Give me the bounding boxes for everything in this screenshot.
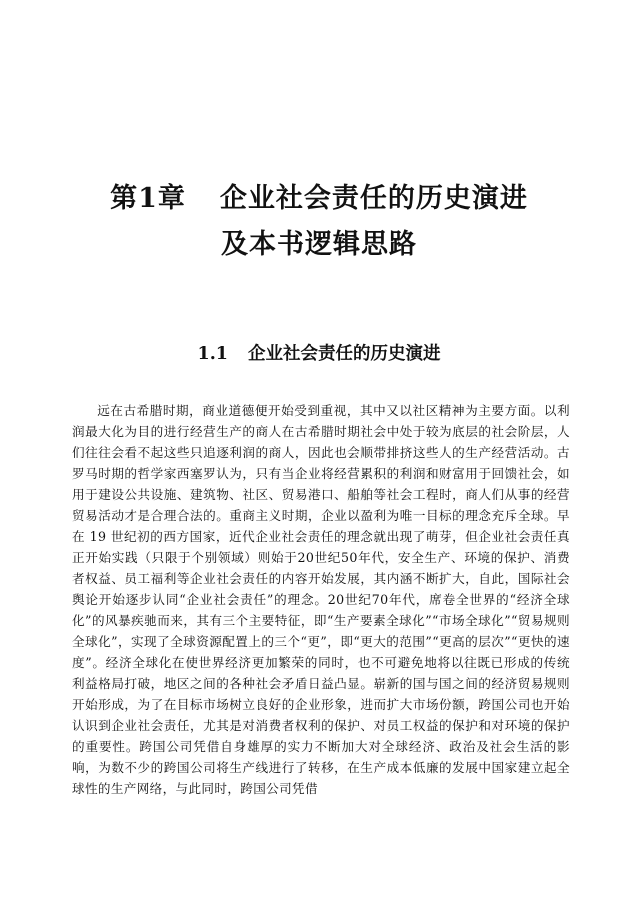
- section-number: 1.1: [197, 344, 228, 364]
- body-paragraph: 远在古希腊时期，商业道德便开始受到重视，其中又以社区精神为主要方面。以利润最大化为目的进行经营生产的商人在古希腊时期社会中处于较为底层的社会阶层，人们往往会看不起这些只追逐利润的商人，因此也会顺带排挤这些人的生产经营活动。古罗马时期的哲学家西塞罗认为，只有当企业将经营累积的利润和财富用于回馈社会，如用于建设公共设施、建筑物、社区、贸易港口、船舶等社会工程时，商人们从事的经营贸易活动才是合理合法的。重商主义时期，企业以盈利为唯一目标的理念充斥全球。早在 19 世纪初的西方国家，近代企业社会责任的理念就出现了萌芽，但企业社会责任真正开始实践（只限于个别领域）则始于20世纪50年代，安全生产、环境的保护、消费者权益、员工福利等企业社会责任的内容开始发展，其内涵不断扩大，自此，国际社会舆论开始逐步认同“企业社会责任”的理念。20世纪70年代，席卷全世界的“经济全球化”的风暴疾驰而来，其有三个主要特征，即“生产要素全球化”“市场全球化”“贸易规则全球化”，实现了全球资源配置上的三个“更”，即“更大的范围”“更高的层次”“更快的速度”。经济全球化在使世界经济更加繁荣的同时，也不可避免地将以往既已形成的传统利益格局打破，地区之间的各种社会矛盾日益凸显。崭新的国与国之间的经济贸易规则开始形成，为了在目标市场树立良好的企业形象，进而扩大市场份额，跨国公司也开始认识到企业社会责任，尤其是对消费者权利的保护、对员工权益的保护和对环境的保护的重要性。跨国公司凭借自身雄厚的实力不断加大对全球经济、政治及社会生活的影响，为数不少的跨国公司将生产线进行了转移，在生产成本低廉的发展中国家建立起全球性的生产网络，与此同时，跨国公司凭借: [72, 403, 570, 796]
- chapter-title-text: 企业社会责任的历史演进: [219, 183, 528, 214]
- chapter-title-line2: 及本书逻辑思路: [221, 229, 417, 260]
- chapter-number: 第1章: [110, 183, 186, 214]
- section-title: 企业社会责任的历史演进: [247, 344, 441, 364]
- section-heading: [0, 340, 638, 368]
- chapter-title-line1: [0, 176, 638, 222]
